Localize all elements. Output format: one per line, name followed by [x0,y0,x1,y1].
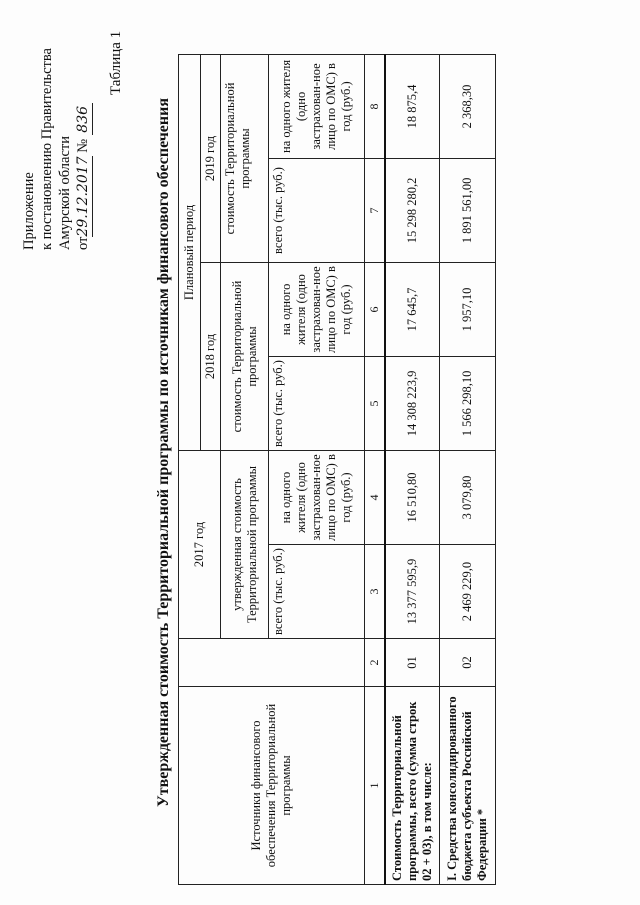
header-sources: Источники финансового обеспечения Территориальной программы [179,687,365,885]
column-index: 6 [365,262,386,356]
row-name: Стоимость Территориальной программы, всего (сумма строк 02 + 03), в том числе: [385,687,439,885]
header-total-2019: всего (тыс. руб.) [269,158,365,262]
column-index-row [365,54,386,884]
header-per-capita-2017: на одного жителя (одно застрахован-ное лицо по ОМС) в год (руб.) [269,450,365,544]
header-total-2018: всего (тыс. руб.) [269,356,365,450]
column-index: 7 [365,158,386,262]
table-row [439,54,495,884]
cell-2019-per-capita: 18 875,4 [385,54,439,158]
header-per-capita-2019: на одного жителя (одно застрахован-ное лицо по ОМС) в год (руб.) [269,54,365,158]
appendix-region: Амурской области [57,136,73,250]
row-name: I. Средства консолидированного бюджета субъекта Российской Федерации * [439,687,495,885]
cost-table [178,54,496,885]
appendix-title: Приложение [21,172,37,250]
header-2017: 2017 год [179,450,221,638]
header-2019: 2019 год [201,54,221,262]
appendix-date-line [74,48,93,250]
header-per-capita-2018: на одного жителя (одно застрахован-ное лицо по ОМС) в год (руб.) [269,262,365,356]
column-index: 4 [365,450,386,544]
cell-2019-total: 1 891 561,00 [439,158,495,262]
cell-2017-per-capita: 3 079,80 [439,450,495,544]
cell-2017-total: 13 377 595,9 [385,545,439,639]
cell-2017-total: 2 469 229,0 [439,545,495,639]
cell-2018-total: 1 566 298,10 [439,356,495,450]
header-2018: 2018 год [201,262,221,450]
handwritten-date: 29.12.2017 [75,156,91,237]
cell-2017-per-capita: 16 510,80 [385,450,439,544]
column-index: 5 [365,356,386,450]
appendix-block [20,48,93,250]
header-cost-2018: стоимость Территориальной программы [221,262,269,450]
column-index: 2 [365,639,386,687]
header-cost-2019: стоимость Территориальной программы [221,54,269,262]
cell-2019-total: 15 298 280,2 [385,158,439,262]
row-number: 01 [385,639,439,687]
table-label: Таблица 1 [108,30,124,95]
cell-2018-per-capita: 17 645,7 [385,262,439,356]
header-planning-period: Плановый период [179,54,201,450]
from-prefix: от [75,236,91,250]
column-index: 8 [365,54,386,158]
header-row-number [179,639,365,687]
handwritten-number: 836 [74,103,93,135]
column-index: 3 [365,545,386,639]
appendix-resolution: к постановлению Правительства [39,48,55,250]
header-approved-cost: утвержденная стоимость Территориальной программы [221,450,269,638]
cell-2018-total: 14 308 223,9 [385,356,439,450]
header-total-2017: всего (тыс. руб.) [269,545,365,639]
number-prefix: № [75,138,91,153]
document-title: Утвержденная стоимость Территориальной программы по источникам финансового обеспечения [155,98,172,808]
table-row [385,54,439,884]
row-number: 02 [439,639,495,687]
cell-2019-per-capita: 2 368,30 [439,54,495,158]
column-index: 1 [365,687,386,885]
cell-2018-per-capita: 1 957,10 [439,262,495,356]
